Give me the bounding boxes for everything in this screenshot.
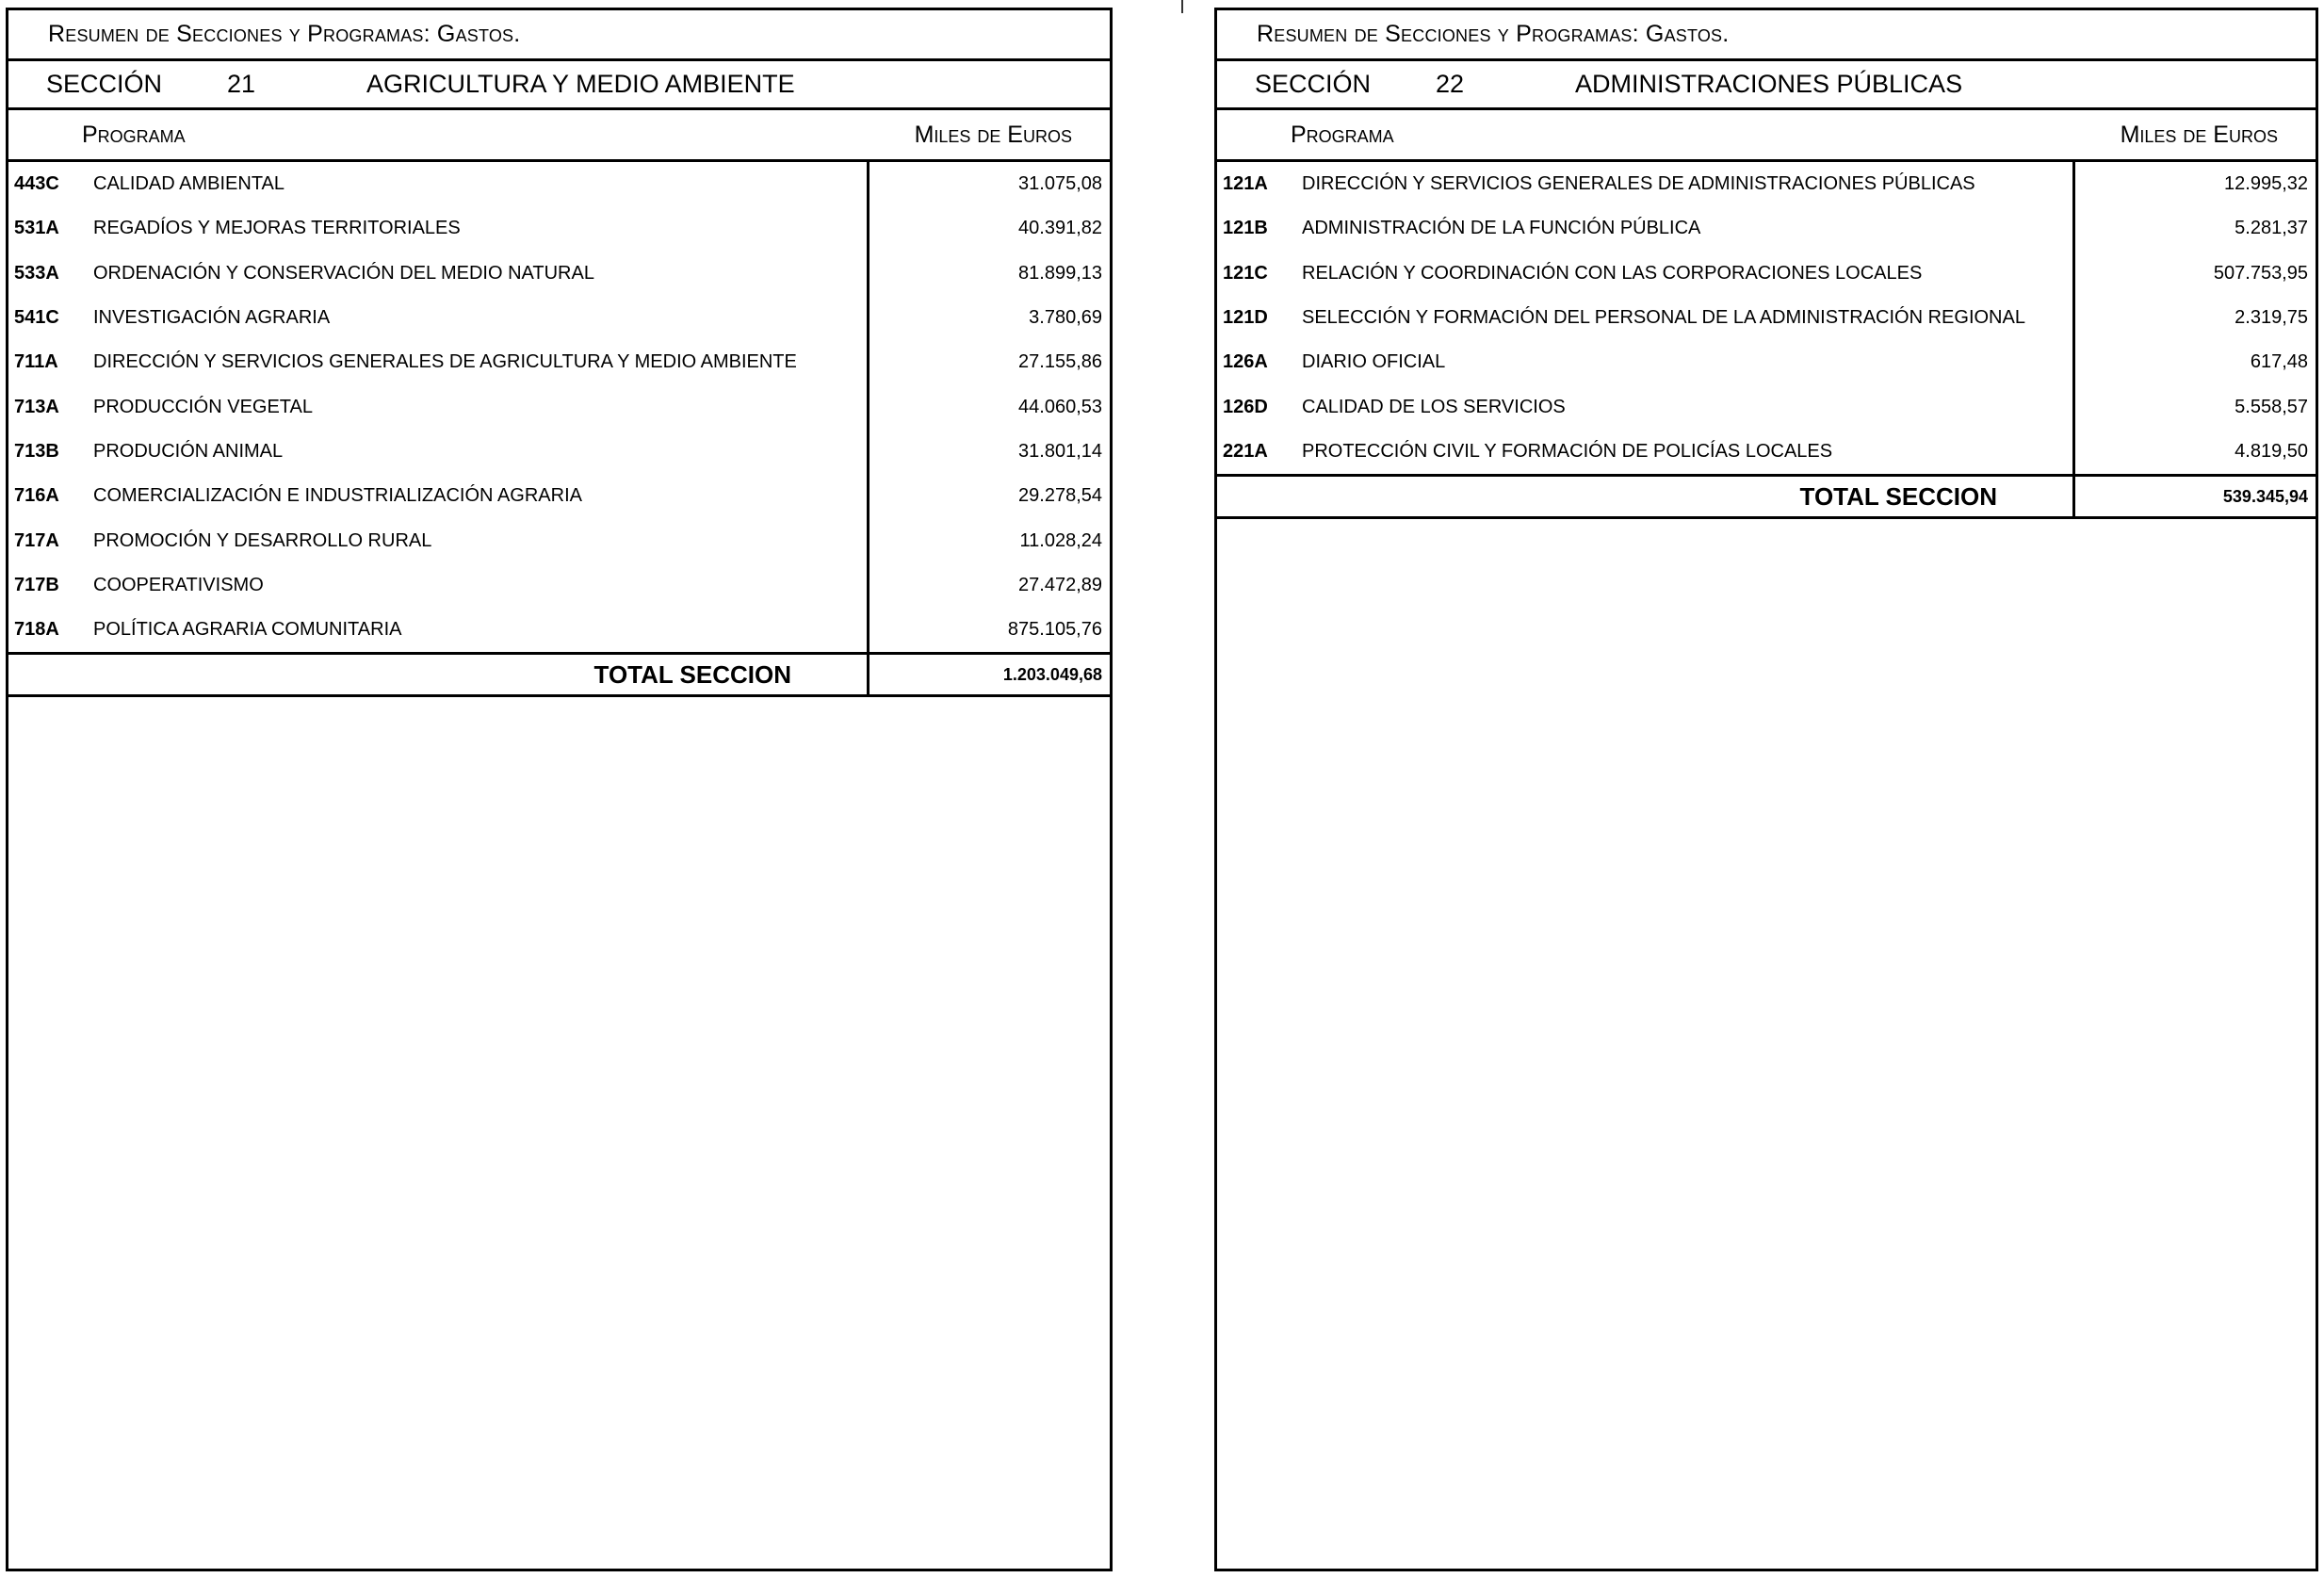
table-row [8,206,1110,251]
program-description: ORDENACIÓN Y CONSERVACIÓN DEL MEDIO NATURAL [93,262,594,284]
column-header-miles-de-euros: Miles de Euros [914,121,1072,148]
program-description: PROMOCIÓN Y DESARROLLO RURAL [93,529,432,551]
table-row [1217,206,2316,251]
program-code: 711A [14,351,58,373]
table-row [1217,252,2316,296]
program-description: CALIDAD AMBIENTAL [93,173,285,195]
program-description: ADMINISTRACIÓN DE LA FUNCIÓN PÚBLICA [1302,218,1701,239]
program-description: COOPERATIVISMO [93,574,264,595]
program-code: 531A [14,218,59,239]
program-amount: 40.391,82 [1018,218,1102,239]
table-row [8,474,1110,518]
summary-panel-section-22 [1214,8,2318,1571]
program-description: SELECCIÓN Y FORMACIÓN DEL PERSONAL DE LA ADMINISTRACIÓN REGIONAL [1302,307,2025,329]
program-description: RELACIÓN Y COORDINACIÓN CON LAS CORPORACIONES LOCALES [1302,262,1923,284]
program-code: 121A [1223,173,1268,195]
program-description: DIRECCIÓN Y SERVICIOS GENERALES DE AGRICULTURA Y MEDIO AMBIENTE [93,351,797,373]
program-code: 718A [14,619,59,641]
column-header-row [1217,110,2316,162]
program-code: 221A [1223,440,1268,462]
table-row [8,162,1110,206]
page-header: Resumen de Secciones y Programas: Gastos. [1217,10,2316,61]
program-code: 121C [1223,262,1268,284]
program-amount: 27.155,86 [1018,351,1102,373]
program-amount: 5.558,57 [2235,396,2308,417]
program-description: POLÍTICA AGRARIA COMUNITARIA [93,619,402,641]
program-description: PRODUCIÓN ANIMAL [93,440,284,462]
program-description: REGADÍOS Y MEJORAS TERRITORIALES [93,218,461,239]
program-amount: 3.780,69 [1029,307,1102,329]
program-code: 717B [14,574,59,595]
section-title-row [8,61,1110,110]
program-amount: 4.819,50 [2235,440,2308,462]
program-description: COMERCIALIZACIÓN E INDUSTRIALIZACIÓN AGRARIA [93,485,582,507]
program-code: 126D [1223,396,1268,417]
table-row [8,296,1110,340]
program-description: DIARIO OFICIAL [1302,351,1446,373]
summary-panel-section-21 [6,8,1113,1571]
column-divider [867,162,869,652]
program-code: 716A [14,485,59,507]
section-label: SECCIÓN [46,70,163,98]
program-description: CALIDAD DE LOS SERVICIOS [1302,396,1566,417]
total-amount: 539.345,94 [2072,477,2316,516]
table-row [8,340,1110,384]
total-label: TOTAL SECCION [593,659,791,689]
column-header-miles-de-euros: Miles de Euros [2120,121,2278,148]
program-amount: 29.278,54 [1018,485,1102,507]
program-description: PROTECCIÓN CIVIL Y FORMACIÓN DE POLICÍAS LOCALES [1302,440,1833,462]
table-row [8,430,1110,474]
program-code: 443C [14,173,59,195]
section-title-row [1217,61,2316,110]
table-row [1217,384,2316,429]
program-code: 121B [1223,218,1268,239]
column-header-row [8,110,1110,162]
table-row [8,384,1110,429]
program-amount: 11.028,24 [1019,529,1102,551]
program-code: 717A [14,529,59,551]
program-table [1217,162,2316,474]
program-code: 541C [14,307,59,329]
table-row [1217,162,2316,206]
program-amount: 12.995,32 [2224,173,2308,195]
program-amount: 81.899,13 [1018,262,1102,284]
table-row [8,563,1110,608]
program-description: INVESTIGACIÓN AGRARIA [93,307,331,329]
program-amount: 44.060,53 [1018,396,1102,417]
column-header-programa: Programa [82,121,186,148]
table-row [8,608,1110,652]
section-number: 22 [1436,70,1465,98]
table-row [8,252,1110,296]
program-amount: 875.105,76 [1007,619,1102,641]
table-row [1217,430,2316,474]
program-description: DIRECCIÓN Y SERVICIOS GENERALES DE ADMINISTRACIONES PÚBLICAS [1302,173,1975,195]
program-amount: 31.075,08 [1018,173,1102,195]
total-row [1217,474,2316,519]
program-amount: 31.801,14 [1018,440,1102,462]
section-name: AGRICULTURA Y MEDIO AMBIENTE [366,70,795,98]
program-code: 533A [14,262,59,284]
column-header-programa: Programa [1291,121,1394,148]
column-divider [2072,162,2075,474]
program-description: PRODUCCIÓN VEGETAL [93,396,313,417]
scan-mark [1181,0,1183,13]
section-label: SECCIÓN [1255,70,1372,98]
program-amount: 617,48 [2250,351,2308,373]
total-label: TOTAL SECCION [1799,481,1997,511]
program-amount: 507.753,95 [2213,262,2308,284]
program-code: 713A [14,396,59,417]
program-code: 713B [14,440,59,462]
program-code: 121D [1223,307,1268,329]
table-row [8,518,1110,562]
table-row [1217,340,2316,384]
program-amount: 2.319,75 [2235,307,2308,329]
total-row [8,652,1110,697]
program-code: 126A [1223,351,1268,373]
program-amount: 5.281,37 [2235,218,2308,239]
total-amount: 1.203.049,68 [867,655,1110,694]
section-number: 21 [227,70,256,98]
section-name: ADMINISTRACIONES PÚBLICAS [1575,70,1963,98]
table-row [1217,296,2316,340]
program-amount: 27.472,89 [1018,574,1102,595]
page-header: Resumen de Secciones y Programas: Gastos. [8,10,1110,61]
program-table [8,162,1110,652]
